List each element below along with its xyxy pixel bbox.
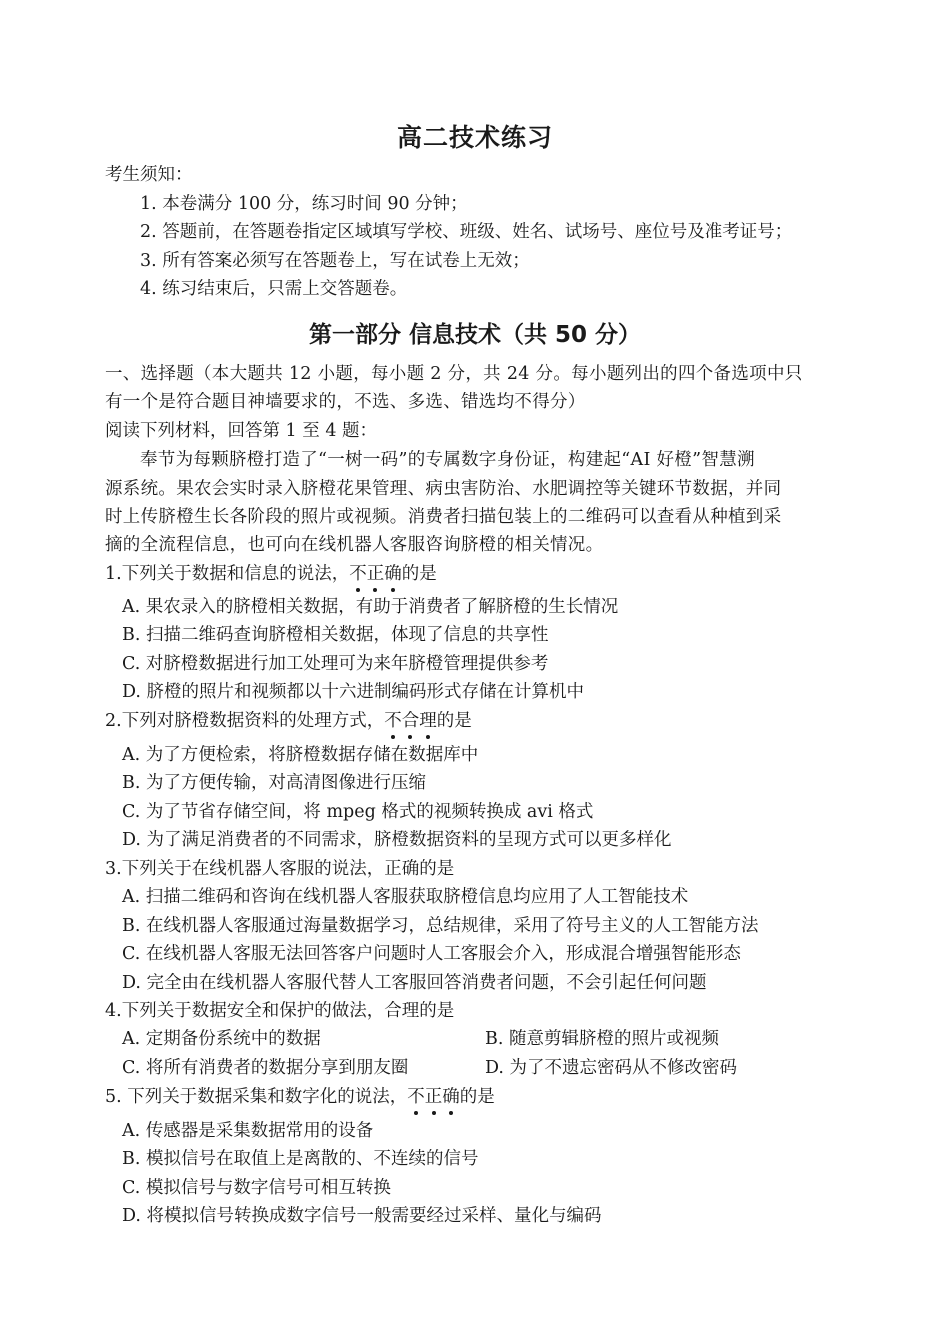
emphasis-char: 不 bbox=[407, 1087, 425, 1107]
option: B. 模拟信号在取值上是离散的、不连续的信号 bbox=[122, 1149, 479, 1169]
option: D. 将模拟信号转换成数字信号一般需要经过采样、量化与编码 bbox=[122, 1206, 602, 1226]
option: A. 定期备份系统中的数据 bbox=[122, 1029, 321, 1049]
emphasis-char: 理 bbox=[419, 711, 437, 731]
material-line: 摘的全流程信息，也可向在线机器人客服咨询脐橙的相关情况。 bbox=[105, 535, 604, 555]
question-stem: 1.下列关于数据和信息的说法，不正确的是 bbox=[105, 564, 437, 584]
option: B. 为了方便传输，对高清图像进行压缩 bbox=[122, 773, 426, 793]
notice-item: 1. 本卷满分 100 分，练习时间 90 分钟； bbox=[140, 194, 468, 214]
notice-item: 3. 所有答案必须写在答题卷上，写在试卷上无效； bbox=[140, 251, 530, 271]
option: D. 脐橙的照片和视频都以十六进制编码形式存储在计算机中 bbox=[122, 682, 585, 702]
option: D. 为了满足消费者的不同需求，脐橙数据资料的呈现方式可以更多样化 bbox=[122, 830, 672, 850]
emphasis-char: 确 bbox=[442, 1087, 460, 1107]
option: A. 扫描二维码和咨询在线机器人客服获取脐橙信息均应用了人工智能技术 bbox=[122, 887, 689, 907]
material-line: 源系统。果农会实时录入脐橙花果管理、病虫害防治、水肥调控等关键环节数据，并同 bbox=[105, 479, 782, 499]
section-title: 第一部分 信息技术（共 50 分） bbox=[308, 322, 642, 348]
option: C. 模拟信号与数字信号可相互转换 bbox=[122, 1178, 391, 1198]
page-title: 高二技术练习 bbox=[396, 123, 553, 152]
option: B. 在线机器人客服通过海量数据学习，总结规律，采用了符号主义的人工智能方法 bbox=[122, 916, 759, 936]
question-stem: 5. 下列关于数据采集和数字化的说法，不正确的是 bbox=[105, 1087, 495, 1107]
option: B. 随意剪辑脐橙的照片或视频 bbox=[485, 1029, 719, 1049]
material-intro: 阅读下列材料，回答第 1 至 4 题： bbox=[105, 421, 378, 441]
material-line: 时上传脐橙生长各阶段的照片或视频。消费者扫描包装上的二维码可以查看从种植到采 bbox=[105, 507, 782, 527]
option: C. 将所有消费者的数据分享到朋友圈 bbox=[122, 1058, 409, 1078]
option: A. 传感器是采集数据常用的设备 bbox=[122, 1121, 374, 1141]
emphasis-char: 合 bbox=[401, 711, 420, 731]
option: D. 为了不遗忘密码从不修改密码 bbox=[485, 1058, 738, 1078]
notice-item: 2. 答题前，在答题卷指定区域填写学校、班级、姓名、试场号、座位号及准考证号； bbox=[140, 222, 793, 242]
instruction-line: 一、选择题（本大题共 12 小题，每小题 2 分，共 24 分。每小题列出的四个备选项中只 bbox=[105, 364, 803, 384]
emphasis-char: 确 bbox=[384, 564, 402, 584]
question-stem: 3.下列关于在线机器人客服的说法，正确的是 bbox=[105, 859, 455, 879]
notice-item: 4. 练习结束后，只需上交答题卷。 bbox=[140, 279, 408, 299]
option: D. 完全由在线机器人客服代替人工客服回答消费者问题，不会引起任何问题 bbox=[122, 973, 707, 993]
option: A. 果农录入的脐橙相关数据，有助于消费者了解脐橙的生长情况 bbox=[122, 597, 619, 617]
emphasis-char: 正 bbox=[366, 564, 385, 584]
emphasis-char: 不 bbox=[384, 711, 402, 731]
instruction-line: 有一个是符合题目神墙要求的，不选、多选、错选均不得分） bbox=[105, 392, 586, 412]
option: C. 在线机器人客服无法回答客户问题时人工客服会介入，形成混合增强智能形态 bbox=[122, 944, 741, 964]
notice-heading: 考生须知： bbox=[105, 165, 193, 185]
option: C. 为了节省存储空间，将 mpeg 格式的视频转换成 avi 格式 bbox=[122, 802, 594, 822]
option: B. 扫描二维码查询脐橙相关数据，体现了信息的共享性 bbox=[122, 625, 549, 645]
question-stem: 2.下列对脐橙数据资料的处理方式，不合理的是 bbox=[105, 711, 472, 731]
option: C. 对脐橙数据进行加工处理可为来年脐橙管理提供参考 bbox=[122, 654, 549, 674]
material-line: 奉节为每颗脐橙打造了“一树一码”的专属数字身份证，构建起“AI 好橙”智慧溯 bbox=[140, 450, 755, 470]
question-stem: 4.下列关于数据安全和保护的做法，合理的是 bbox=[105, 1001, 455, 1021]
option: A. 为了方便检索，将脐橙数据存储在数据库中 bbox=[122, 745, 479, 765]
emphasis-char: 不 bbox=[349, 564, 367, 584]
emphasis-char: 正 bbox=[424, 1087, 443, 1107]
